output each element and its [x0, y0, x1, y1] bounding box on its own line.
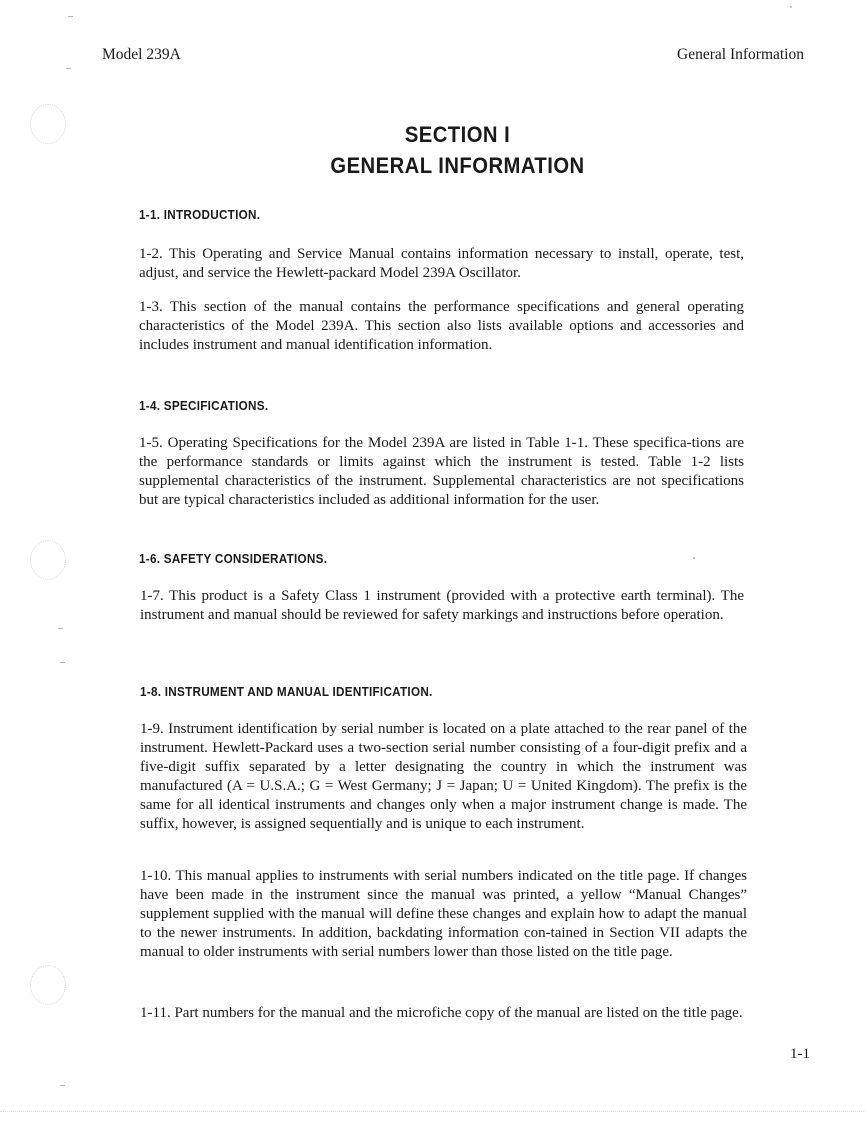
- margin-tick: [66, 68, 71, 69]
- heading-specifications: 1-4. SPECIFICATIONS.: [139, 398, 269, 413]
- paragraph-1-5: 1-5. Operating Specifications for the Model 239A are listed in Table 1-1. These specifica-tions are the performance standards or limits against which the instrument is tested. Table 1-2 lists supplemental characteristics of the instrument. Supplemental characteristics are not specifications but are typical characteristics included as additional information for the user.: [139, 435, 744, 508]
- paragraph-1-7: 1-7. This product is a Safety Class 1 instrument (provided with a protective earth terminal). The instrument and manual should be reviewed for safety markings and instructions before operation.: [140, 588, 744, 623]
- scan-speck: [693, 557, 695, 559]
- margin-tick: [68, 16, 73, 17]
- heading-safety-considerations: 1-6. SAFETY CONSIDERATIONS.: [139, 551, 328, 566]
- page-number: 1-1: [790, 1046, 810, 1062]
- paragraph-1-11: 1-11. Part numbers for the manual and the microfiche copy of the manual are listed on the title page.: [140, 1005, 743, 1021]
- paragraph-1-10: 1-10. This manual applies to instruments with serial numbers indicated on the title page. If changes have been made in the instrument since the manual was printed, a yellow “Manual Changes” supplement supplied with the manual will define these changes and explain how to adapt the manual to the newer instruments. In addition, backdating information con-tained in Section VII adapts the manual to older instruments with serial numbers lower than those listed on the title page.: [140, 868, 747, 960]
- margin-tick: [60, 1085, 65, 1086]
- heading-instrument-manual-identification: 1-8. INSTRUMENT AND MANUAL IDENTIFICATION.: [140, 684, 433, 699]
- margin-tick: [58, 628, 63, 629]
- section-number-title: SECTION I: [404, 122, 511, 147]
- scan-edge: [0, 1111, 866, 1112]
- paragraph-1-3: 1-3. This section of the manual contains the performance specifications and general operating characteristics of the Model 239A. This section also lists available options and accessories and includes instrument and manual identification information.: [139, 299, 744, 353]
- paragraph-1-2: 1-2. This Operating and Service Manual contains information necessary to install, operate, test, adjust, and service the Hewlett-packard Model 239A Oscillator.: [139, 246, 744, 281]
- heading-introduction: 1-1. INTRODUCTION.: [139, 207, 261, 222]
- punch-hole-shadow-middle: [30, 540, 66, 580]
- section-name-title: GENERAL INFORMATION: [330, 153, 585, 178]
- margin-tick: [60, 662, 65, 663]
- scan-speck: [790, 6, 792, 8]
- punch-hole-shadow-bottom: [30, 965, 66, 1005]
- running-header-model: Model 239A: [102, 46, 181, 63]
- running-header-section: General Information: [677, 46, 804, 63]
- paragraph-1-9: 1-9. Instrument identification by serial number is located on a plate attached to the rear panel of the instrument. Hewlett-Packard uses a two-section serial number consisting of a four-digit prefix and a five-digit suffix separated by a letter designating the country in which the instrument was manufactured (A = U.S.A.; G = West Germany; J = Japan; U = United Kingdom). The prefix is the same for all identical instruments and changes only when a major instrument change is made. The suffix, however, is assigned sequentially and is unique to each instrument.: [140, 721, 747, 832]
